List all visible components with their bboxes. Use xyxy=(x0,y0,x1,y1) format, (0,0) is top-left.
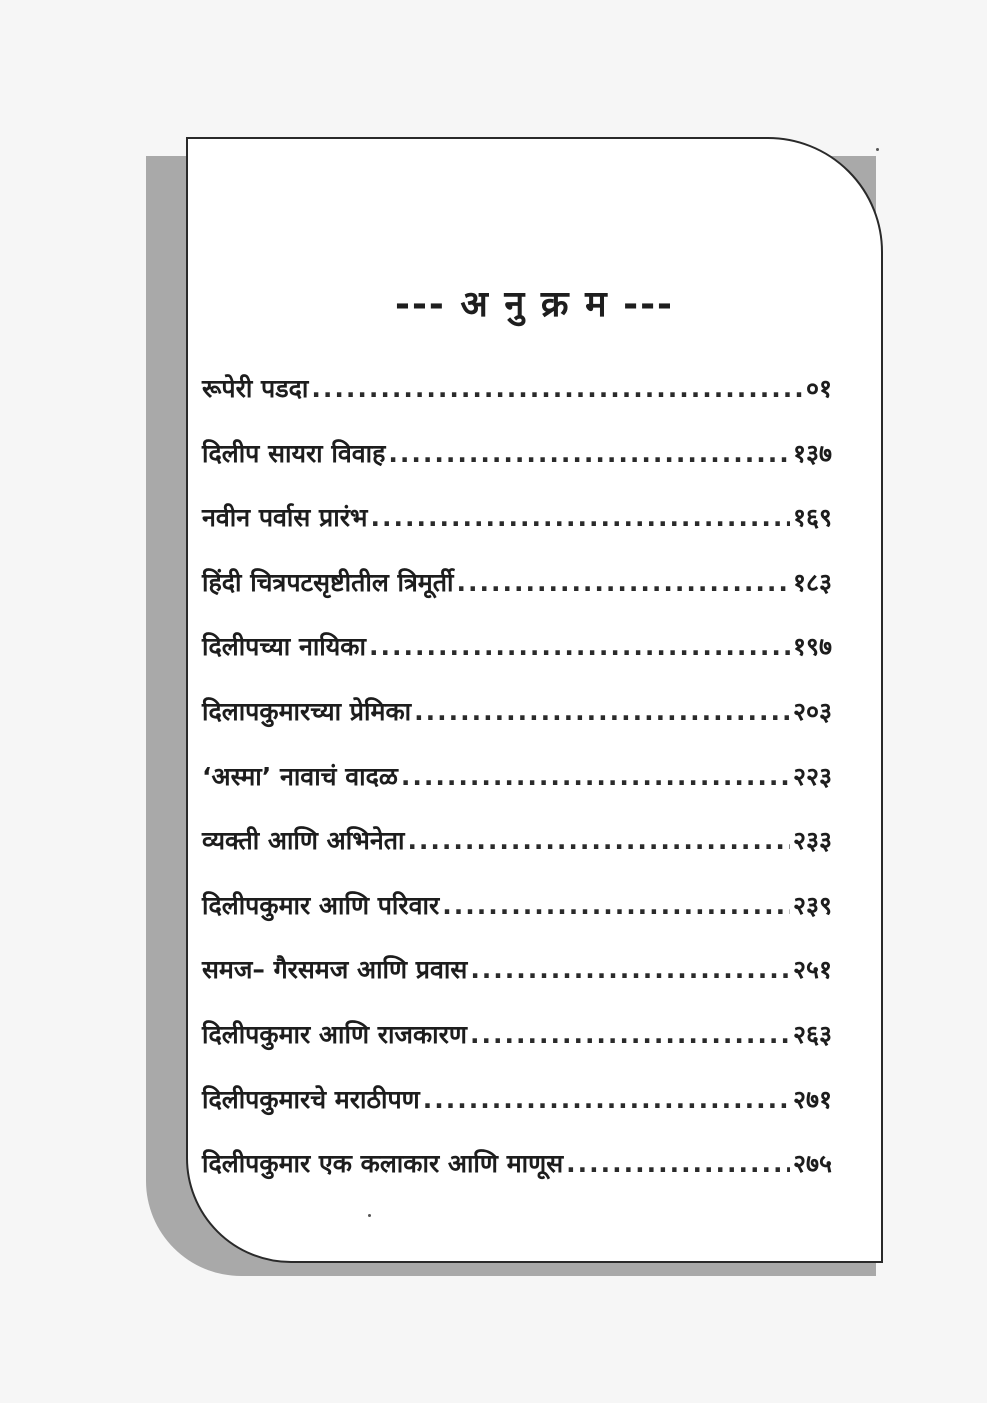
table-of-contents-box xyxy=(186,137,883,1263)
toc-entry-title: नवीन पर्वास प्रारंभ xyxy=(202,503,368,533)
dot-leader xyxy=(414,697,790,726)
toc-entry-page: ०१ xyxy=(805,374,832,403)
toc-entry xyxy=(202,759,832,824)
dot-leader xyxy=(388,439,790,468)
toc-entry xyxy=(202,629,832,694)
toc-entry-page: १३७ xyxy=(792,438,832,468)
toc-entry xyxy=(202,500,832,565)
toc-entry-title: दिलीपकुमारचे मराठीपण xyxy=(202,1084,420,1114)
toc-entry-title: दिलीपकुमार आणि परिवार xyxy=(202,890,440,920)
toc-entry xyxy=(202,888,832,953)
toc-entry-title: दिलीपकुमार एक कलाकार आणि माणूस xyxy=(202,1149,564,1179)
dot-leader xyxy=(423,1085,790,1114)
toc-entry xyxy=(202,1146,832,1211)
toc-entry xyxy=(202,1082,832,1147)
toc-entry-title: दिलीप सायरा विवाह xyxy=(202,438,386,468)
dot-leader xyxy=(311,374,803,403)
toc-entry-page: २३९ xyxy=(792,890,832,920)
toc-entry xyxy=(202,823,832,888)
dot-leader xyxy=(566,1149,790,1178)
toc-list xyxy=(202,371,832,1211)
toc-entry xyxy=(202,952,832,1017)
toc-entry xyxy=(202,371,832,436)
toc-entry-title: व्यक्ती आणि अभिनेता xyxy=(202,826,405,856)
toc-entry-title: दिलीपच्या नायिका xyxy=(202,632,366,662)
toc-entry-page: २५१ xyxy=(792,955,832,985)
dot-leader xyxy=(442,891,790,920)
toc-entry xyxy=(202,694,832,759)
print-speck xyxy=(876,148,879,151)
toc-entry xyxy=(202,565,832,630)
toc-entry-page: २७५ xyxy=(792,1149,832,1179)
toc-entry xyxy=(202,1017,832,1082)
toc-entry-page: २३३ xyxy=(792,826,832,856)
dot-leader xyxy=(470,955,790,984)
toc-entry-title: समज– गैरसमज आणि प्रवास xyxy=(202,955,468,985)
print-speck xyxy=(368,1214,371,1217)
dot-leader xyxy=(470,1020,790,1049)
toc-entry-page: २२३ xyxy=(792,761,832,791)
toc-entry-page: १८३ xyxy=(792,567,832,597)
toc-entry-page: २७१ xyxy=(792,1084,832,1114)
toc-entry-title: रूपेरी पडदा xyxy=(202,374,309,403)
toc-entry-page: १९७ xyxy=(792,632,832,662)
toc-entry-title: दिलापकुमारच्या प्रेमिका xyxy=(202,696,412,726)
dot-leader xyxy=(371,503,790,532)
dot-leader xyxy=(401,762,790,791)
toc-entry-title: ‘अस्मा’ नावाचं वादळ xyxy=(202,761,398,791)
toc-entry xyxy=(202,436,832,501)
dot-leader xyxy=(407,826,790,855)
toc-entry-title: हिंदी चित्रपटसृष्टीतील त्रिमूर्ती xyxy=(202,567,454,597)
toc-entry-page: २६३ xyxy=(792,1019,832,1049)
toc-entry-page: १६९ xyxy=(792,503,832,533)
toc-entry-page: २०३ xyxy=(792,696,832,726)
toc-entry-title: दिलीपकुमार आणि राजकारण xyxy=(202,1019,467,1049)
dot-leader xyxy=(456,568,790,597)
toc-heading: --- अ नु क्र म --- xyxy=(395,284,674,325)
dot-leader xyxy=(369,632,790,661)
